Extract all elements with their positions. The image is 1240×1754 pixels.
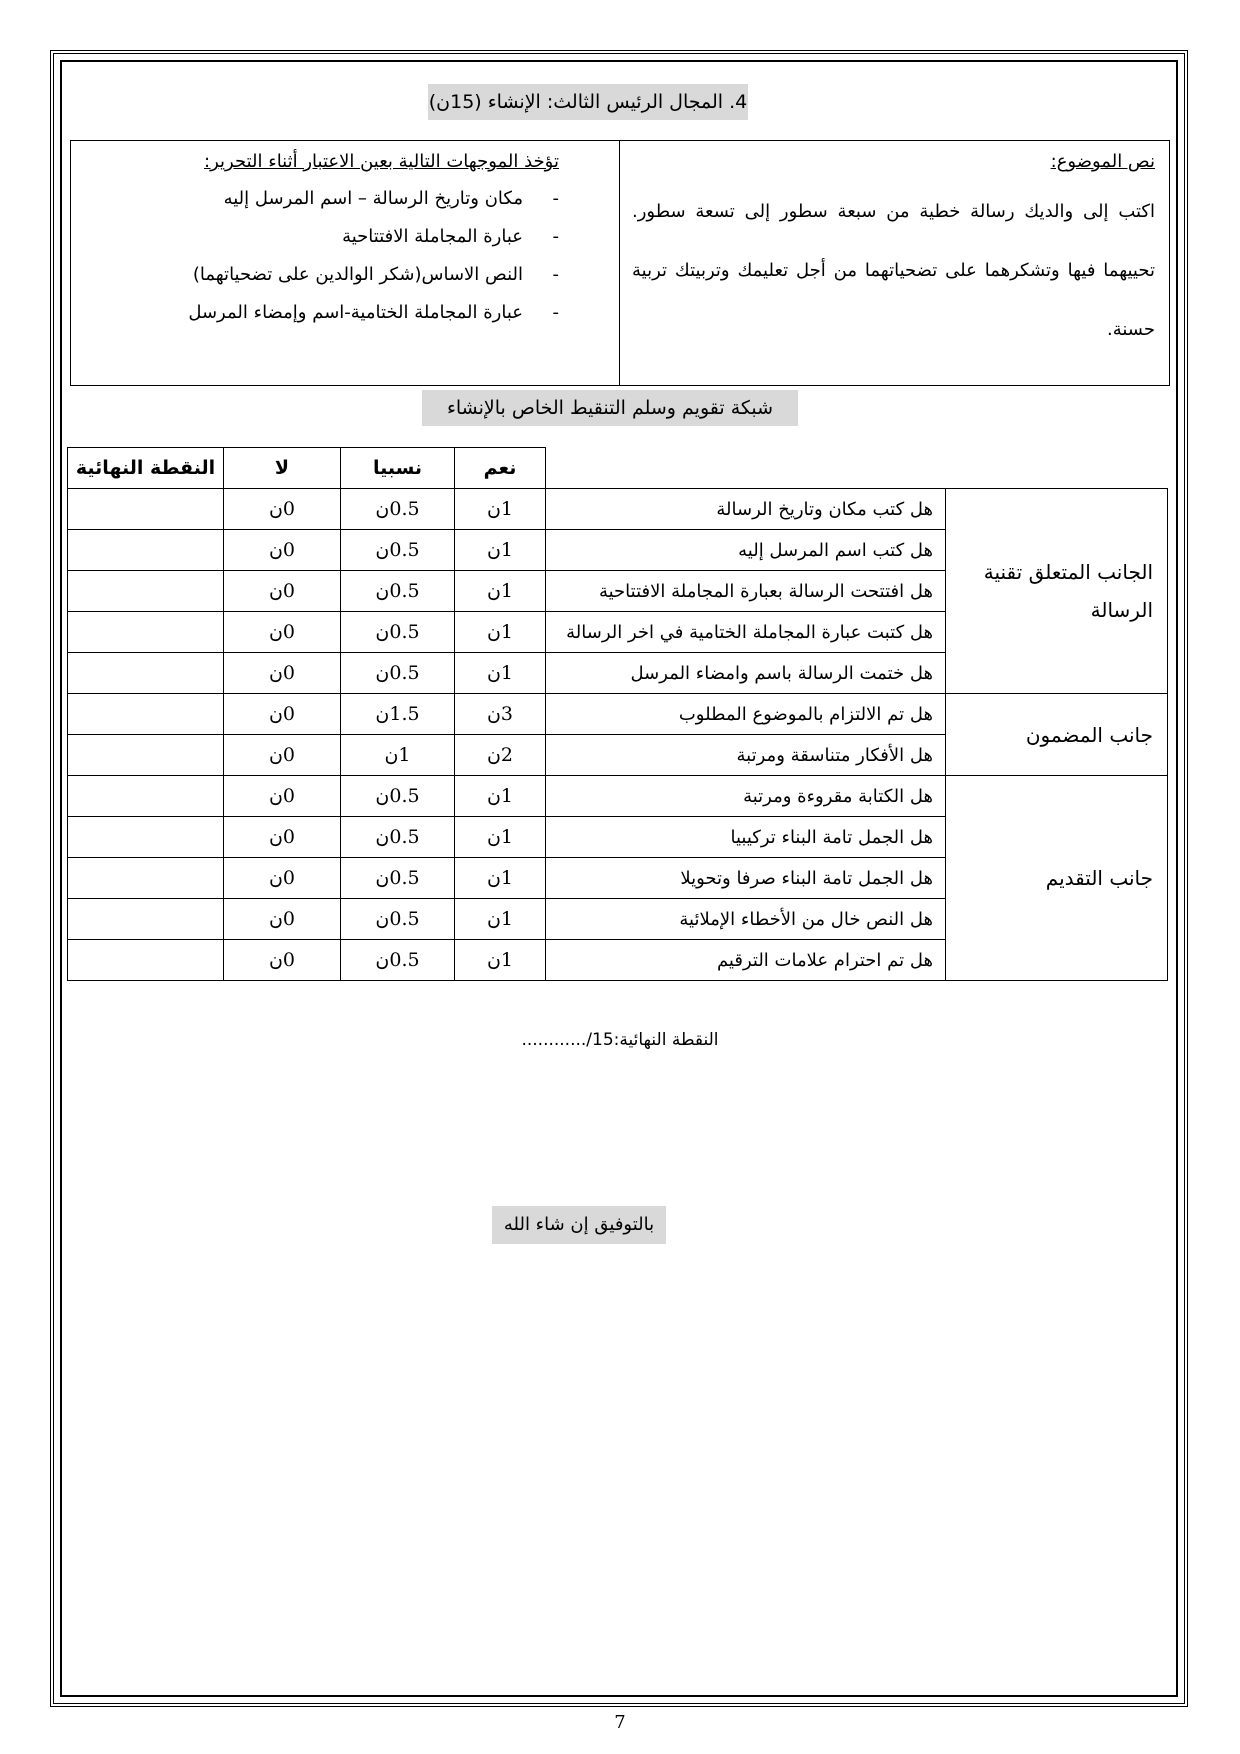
final-cell (68, 899, 224, 940)
closing-note: بالتوفيق إن شاء الله (492, 1206, 666, 1244)
final-cell (68, 489, 224, 530)
topic-panel (619, 141, 1169, 385)
final-cell (68, 694, 224, 735)
final-cell (68, 858, 224, 899)
final-cell (68, 776, 224, 817)
list-item: -عبارة المجاملة الختامية-اسم وإمضاء المرسل (188, 302, 559, 323)
criterion-cell: هل ختمت الرسالة باسم وامضاء المرسل (546, 653, 946, 694)
criterion-cell: هل كتب مكان وتاريخ الرسالة (546, 489, 946, 530)
final-cell (68, 530, 224, 571)
aspect-cell: جانب التقديم (946, 776, 1168, 981)
partly-cell: 0.5ن (341, 858, 455, 899)
table-header-row (68, 448, 1168, 489)
yes-cell: 1ن (455, 899, 546, 940)
criterion-cell: هل النص خال من الأخطاء الإملائية (546, 899, 946, 940)
criterion-cell: هل تم الالتزام بالموضوع المطلوب (546, 694, 946, 735)
final-cell (68, 940, 224, 981)
partly-cell: 1.5ن (341, 694, 455, 735)
yes-cell: 1ن (455, 530, 546, 571)
guidelines-list (83, 180, 559, 332)
final-score-line: النقطة النهائية:15/............ (521, 1030, 719, 1050)
list-item: -النص الاساس(شكر الوالدين على تضحياتهما) (192, 264, 559, 285)
yes-cell: 1ن (455, 817, 546, 858)
no-cell: 0ن (224, 817, 341, 858)
header-partly: نسبيا (341, 448, 455, 489)
criterion-cell: هل كتب اسم المرسل إليه (546, 530, 946, 571)
page-number: 7 (614, 1712, 626, 1733)
final-cell (68, 653, 224, 694)
no-cell: 0ن (224, 530, 341, 571)
partly-cell: 0.5ن (341, 899, 455, 940)
criterion-cell: هل الجمل تامة البناء صرفا وتحويلا (546, 858, 946, 899)
no-cell: 0ن (224, 612, 341, 653)
header-no: لا (224, 448, 341, 489)
no-cell: 0ن (224, 653, 341, 694)
header-final: النقطة النهائية (68, 448, 224, 489)
yes-cell: 2ن (455, 735, 546, 776)
final-cell (68, 735, 224, 776)
criterion-cell: هل الكتابة مقروءة ومرتبة (546, 776, 946, 817)
yes-cell: 1ن (455, 858, 546, 899)
partly-cell: 1ن (341, 735, 455, 776)
header-yes: نعم (455, 448, 546, 489)
no-cell: 0ن (224, 489, 341, 530)
table-row (68, 489, 1168, 530)
partly-cell: 0.5ن (341, 571, 455, 612)
partly-cell: 0.5ن (341, 489, 455, 530)
topic-box (70, 140, 1170, 386)
no-cell: 0ن (224, 899, 341, 940)
criterion-cell: هل كتبت عبارة المجاملة الختامية في اخر الرسالة (546, 612, 946, 653)
no-cell: 0ن (224, 735, 341, 776)
final-cell (68, 817, 224, 858)
partly-cell: 0.5ن (341, 817, 455, 858)
guidelines-heading: تؤخذ الموجهات التالية بعين الاعتبار أثناء التحرير: (204, 151, 559, 172)
yes-cell: 1ن (455, 489, 546, 530)
final-cell (68, 612, 224, 653)
topic-heading: نص الموضوع: (1050, 151, 1155, 172)
criterion-cell: هل افتتحت الرسالة بعبارة المجاملة الافتتاحية (546, 571, 946, 612)
partly-cell: 0.5ن (341, 653, 455, 694)
yes-cell: 1ن (455, 571, 546, 612)
aspect-cell: جانب المضمون (946, 694, 1168, 776)
list-item: -مكان وتاريخ الرسالة – اسم المرسل إليه (223, 188, 559, 209)
table-row (68, 694, 1168, 735)
rubric-table (67, 447, 1168, 981)
criterion-cell: هل الأفكار متناسقة ومرتبة (546, 735, 946, 776)
section-title: 4. المجال الرئيس الثالث: الإنشاء (15ن) (428, 84, 748, 120)
partly-cell: 0.5ن (341, 530, 455, 571)
yes-cell: 1ن (455, 776, 546, 817)
guidelines-panel (71, 141, 619, 385)
aspect-cell: الجانب المتعلق تقنية الرسالة (946, 489, 1168, 694)
partly-cell: 0.5ن (341, 612, 455, 653)
table-row (68, 776, 1168, 817)
partly-cell: 0.5ن (341, 940, 455, 981)
no-cell: 0ن (224, 694, 341, 735)
criterion-cell: هل تم احترام علامات الترقيم (546, 940, 946, 981)
yes-cell: 1ن (455, 612, 546, 653)
no-cell: 0ن (224, 940, 341, 981)
no-cell: 0ن (224, 858, 341, 899)
yes-cell: 1ن (455, 940, 546, 981)
no-cell: 0ن (224, 776, 341, 817)
grid-title: شبكة تقويم وسلم التنقيط الخاص بالإنشاء (422, 390, 798, 426)
yes-cell: 3ن (455, 694, 546, 735)
yes-cell: 1ن (455, 653, 546, 694)
no-cell: 0ن (224, 571, 341, 612)
topic-text: اكتب إلى والديك رسالة خطية من سبعة سطور إلى تسعة سطور. تحييهما فيها وتشكرهما على تضحياتهما من أجل تعليمك وتربيتك تربية حسنة. (632, 201, 1155, 340)
criterion-cell: هل الجمل تامة البناء تركيبيا (546, 817, 946, 858)
list-item: -عبارة المجاملة الافتتاحية (342, 226, 559, 247)
final-cell (68, 571, 224, 612)
partly-cell: 0.5ن (341, 776, 455, 817)
